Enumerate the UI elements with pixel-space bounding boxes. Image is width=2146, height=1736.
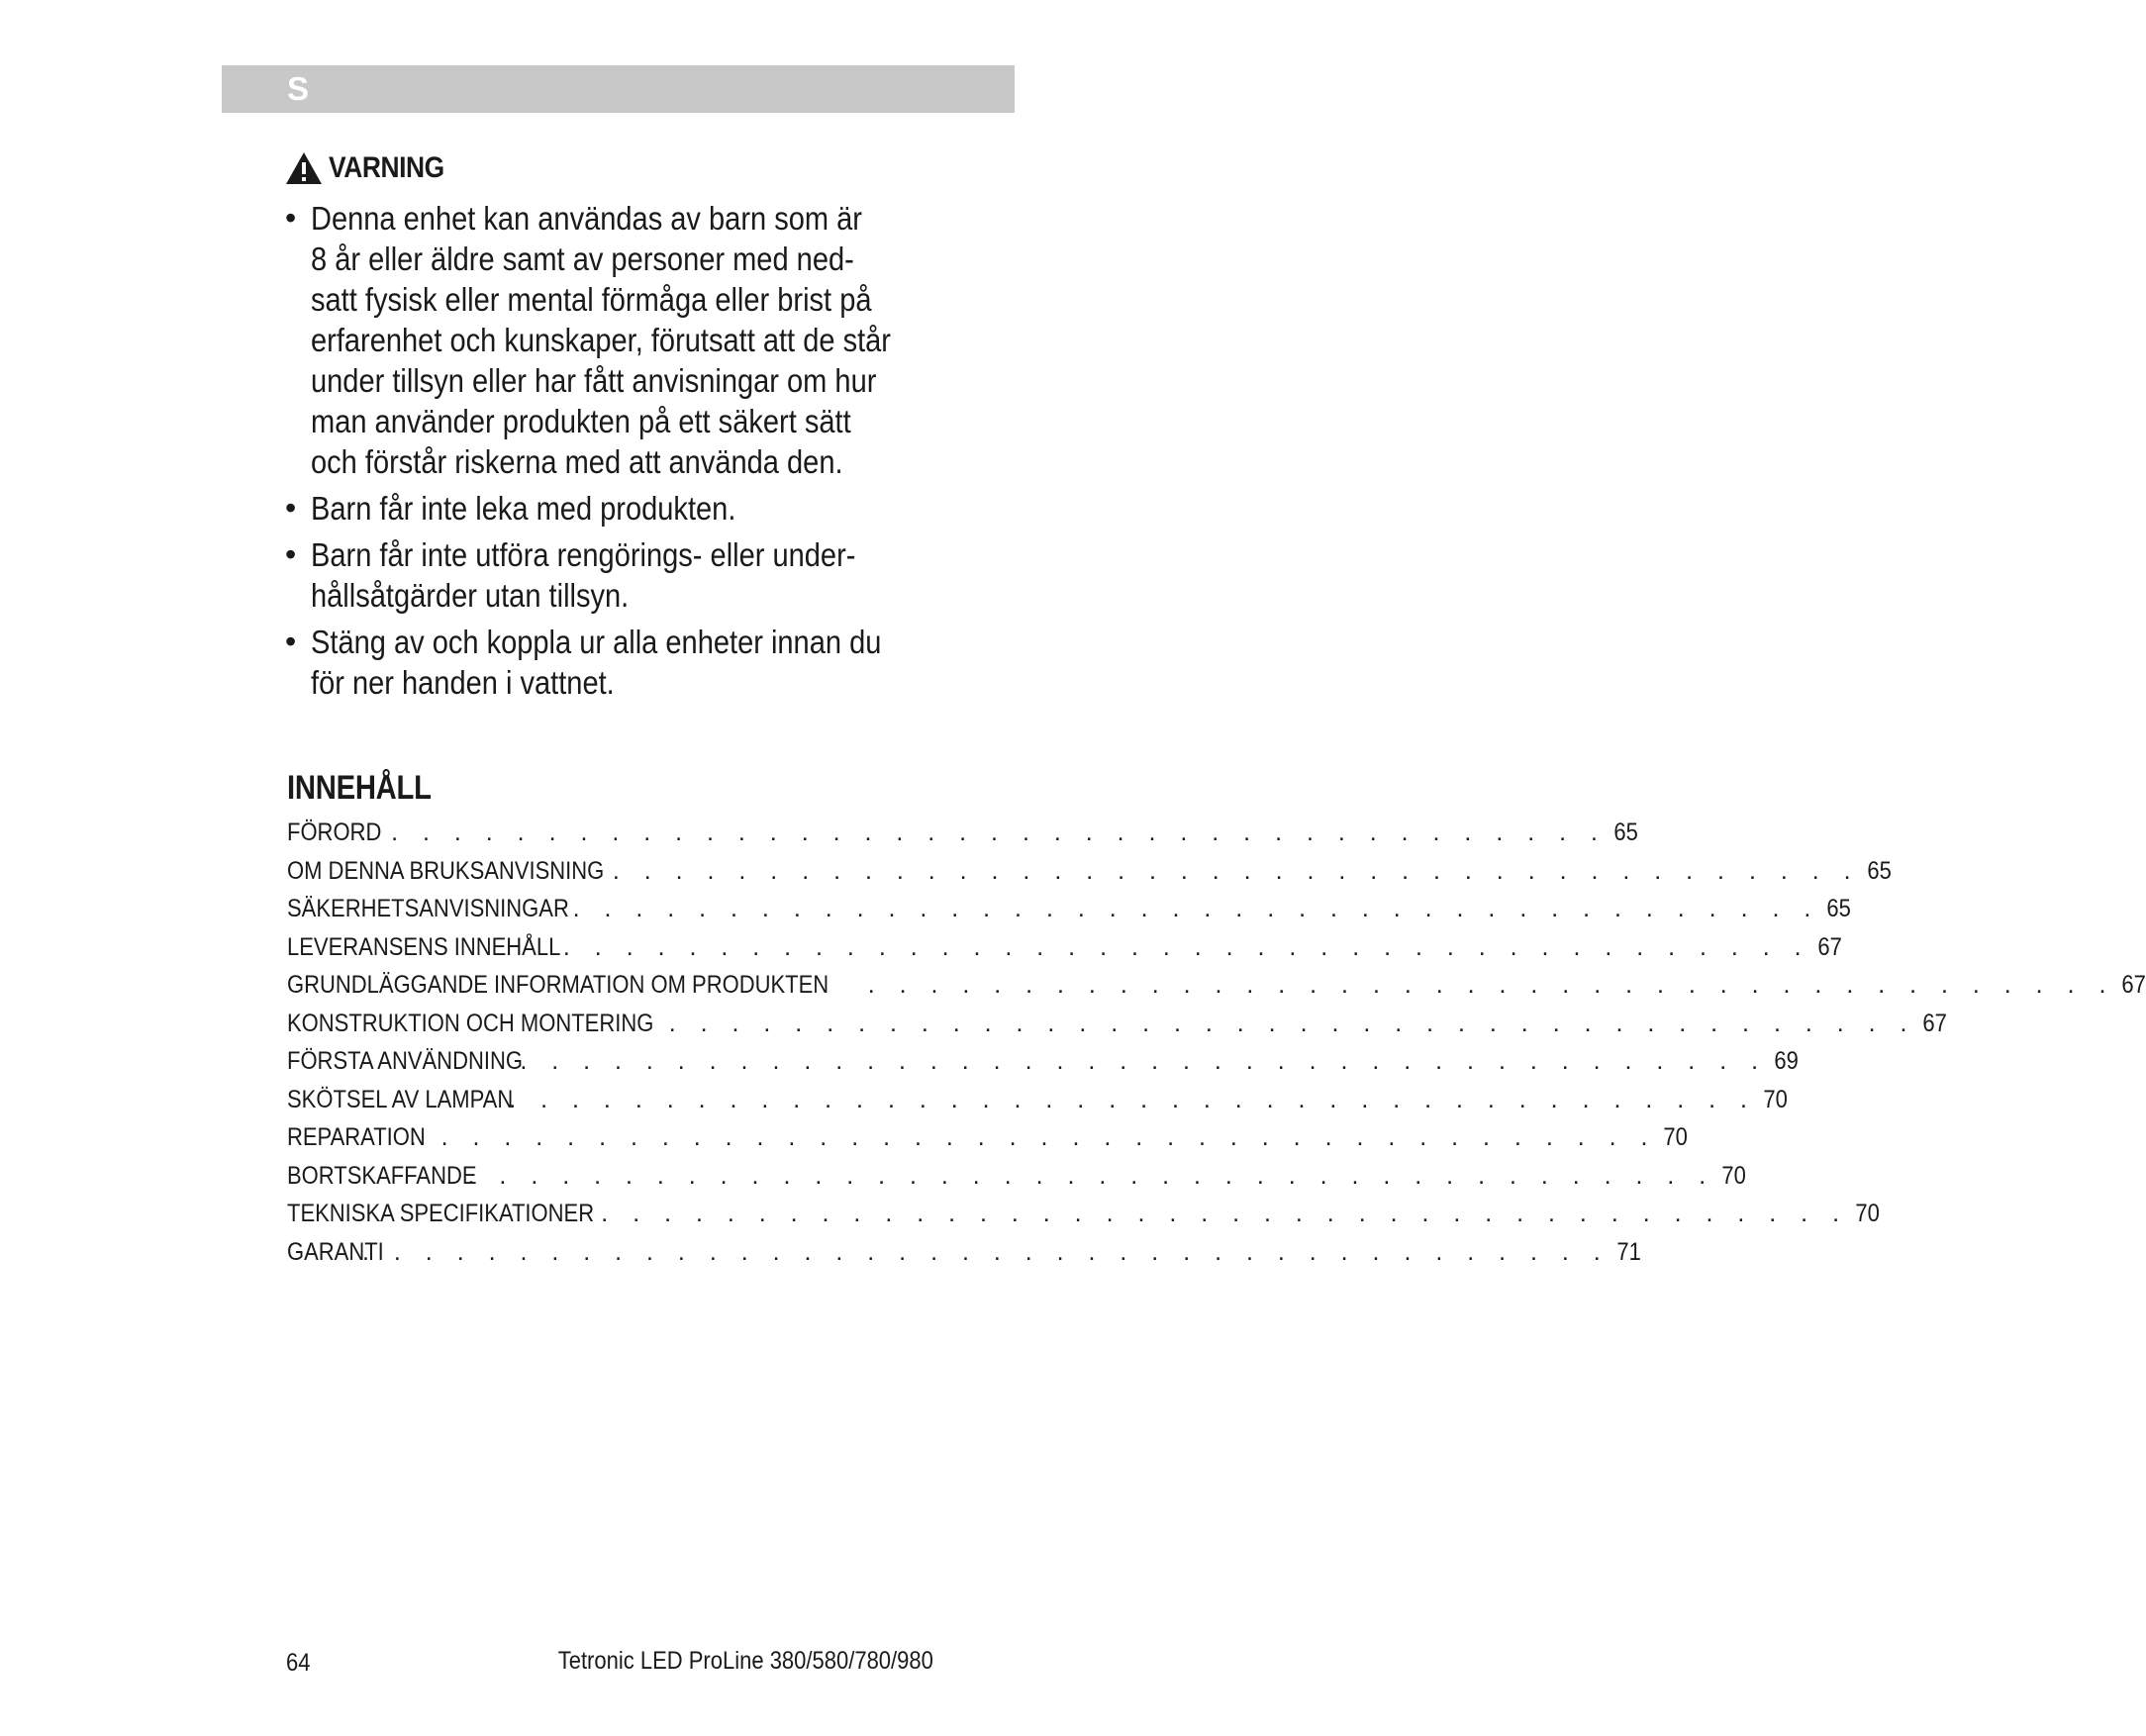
warning-triangle-icon bbox=[285, 151, 323, 185]
toc-page-number: 67 bbox=[1922, 1009, 1948, 1037]
toc-entry[interactable] bbox=[287, 928, 1842, 967]
bullet-icon: • bbox=[285, 536, 297, 572]
warning-text: Barn får inte utföra rengörings- eller under- hållsåtgärder utan tillsyn. bbox=[311, 536, 856, 614]
toc-entry[interactable] bbox=[287, 1118, 1689, 1157]
toc-leader: . . . . . . . . . . . . . . . . . . . . . . . . . . . . . . . . . . . . . . . . bbox=[601, 1200, 1849, 1227]
toc-label: OM DENNA BRUKSANVISNING bbox=[287, 856, 605, 885]
toc-entry[interactable] bbox=[287, 1005, 1948, 1043]
warning-heading bbox=[285, 148, 460, 188]
toc-page-number: 70 bbox=[1663, 1123, 1689, 1151]
warning-title: VARNING bbox=[329, 151, 444, 184]
toc-entry[interactable] bbox=[287, 1233, 1641, 1272]
list-item bbox=[285, 534, 998, 616]
language-code: S bbox=[287, 70, 310, 107]
toc-label: GRUNDLÄGGANDE INFORMATION OM PRODUKTEN bbox=[287, 971, 829, 999]
toc-leader: . . . . . . . . . . . . . . . . . . . . . . . . . . . . . . . . . . . . . . . . bbox=[668, 1009, 1916, 1037]
product-name: Tetronic LED ProLine 380/580/780/980 bbox=[557, 1647, 933, 1675]
toc-leader: . . . . . . . . . . . . . . . . . . . . . . . . . . . . . . . . . . . . . . . . bbox=[359, 819, 1607, 846]
toc-label: FÖRORD bbox=[287, 819, 382, 846]
toc-leader: . . . . . . . . . . . . . . . . . . . . . . . . . . . . . . . . . . . . . . . . bbox=[562, 932, 1810, 961]
toc-leader: . . . . . . . . . . . . . . . . . . . . . . . . . . . . . . . . . . . . . . . . bbox=[612, 856, 1860, 885]
toc-label: SÄKERHETSANVISNINGAR bbox=[287, 895, 569, 922]
toc-label: SKÖTSEL AV LAMPAN bbox=[287, 1085, 514, 1113]
table-of-contents bbox=[287, 814, 2146, 1271]
toc-label: KONSTRUKTION OCH MONTERING bbox=[287, 1009, 654, 1037]
bullet-icon: • bbox=[285, 200, 297, 236]
warning-text: Stäng av och koppla ur alla enheter innan du för ner handen i vattnet. bbox=[311, 624, 882, 701]
toc-leader: . . . . . . . . . . . . . . . . . . . . . . . . . . . . . . . . . . . . . . . . bbox=[520, 1047, 1768, 1075]
warning-text: Denna enhet kan användas av barn som är 8 år eller äldre samt av personer med ned- satt fysisk eller mental förmåga eller brist på erfarenhet och kunskaper, förutsatt att de står under tillsyn eller har fått anvisningar om hur man använder produkten på ett säkert sätt och förstår riskerna med att använda den. bbox=[311, 200, 891, 480]
toc-page-number: 70 bbox=[1763, 1085, 1788, 1113]
toc-page-number: 65 bbox=[1866, 856, 1892, 885]
toc-page-number: 67 bbox=[2121, 971, 2146, 999]
bullet-icon: • bbox=[285, 624, 297, 659]
toc-label: LEVERANSENS INNEHÅLL bbox=[287, 932, 561, 961]
contents-title: INNEHÅLL bbox=[287, 769, 432, 807]
bullet-icon: • bbox=[285, 490, 297, 526]
toc-page-number: 70 bbox=[1721, 1161, 1747, 1190]
toc-page-number: 71 bbox=[1616, 1237, 1641, 1266]
toc-entry[interactable] bbox=[287, 890, 1852, 928]
toc-leader: . . . . . . . . . . . . . . . . . . . . . . . . . . . . . . . . . . . . . . . . bbox=[572, 895, 1820, 922]
toc-entry[interactable] bbox=[287, 852, 1892, 891]
language-header-bar bbox=[222, 65, 1015, 113]
toc-page-number: 69 bbox=[1774, 1047, 1799, 1075]
toc-leader: . . . . . . . . . . . . . . . . . . . . . . . . . . . . . . . . . . . . . . . . bbox=[867, 971, 2115, 999]
toc-label: TEKNISKA SPECIFIKATIONER bbox=[287, 1200, 595, 1227]
toc-page-number: 67 bbox=[1816, 932, 1842, 961]
list-item bbox=[285, 622, 998, 703]
toc-entry[interactable] bbox=[287, 814, 1638, 852]
page-number: 64 bbox=[286, 1649, 311, 1677]
toc-entry[interactable] bbox=[287, 1157, 1747, 1196]
toc-entry[interactable] bbox=[287, 966, 2146, 1005]
toc-label: REPARATION bbox=[287, 1123, 426, 1151]
toc-label: GARANTI bbox=[287, 1237, 384, 1266]
toc-leader: . . . . . . . . . . . . . . . . . . . . . . . . . . . . . . . . . . . . . . . . bbox=[409, 1123, 1657, 1151]
toc-entry[interactable] bbox=[287, 1195, 1880, 1233]
toc-page-number: 65 bbox=[1826, 895, 1852, 922]
toc-page-number: 65 bbox=[1613, 819, 1638, 846]
warning-list bbox=[285, 198, 998, 709]
toc-leader: . . . . . . . . . . . . . . . . . . . . . . . . . . . . . . . . . . . . . . . . bbox=[467, 1161, 1715, 1190]
list-item bbox=[285, 488, 998, 529]
toc-page-number: 70 bbox=[1855, 1200, 1880, 1227]
toc-leader: . . . . . . . . . . . . . . . . . . . . . . . . . . . . . . . . . . . . . . . . bbox=[509, 1085, 1756, 1113]
list-item bbox=[285, 198, 998, 482]
toc-leader: . . . . . . . . . . . . . . . . . . . . . . . . . . . . . . . . . . . . . . . . bbox=[362, 1237, 1610, 1266]
toc-entry[interactable] bbox=[287, 1081, 1788, 1119]
warning-text: Barn får inte leka med produkten. bbox=[311, 490, 736, 527]
toc-label: BORTSKAFFANDE bbox=[287, 1161, 477, 1190]
toc-label: FÖRSTA ANVÄNDNING bbox=[287, 1047, 523, 1075]
toc-entry[interactable] bbox=[287, 1042, 1799, 1081]
